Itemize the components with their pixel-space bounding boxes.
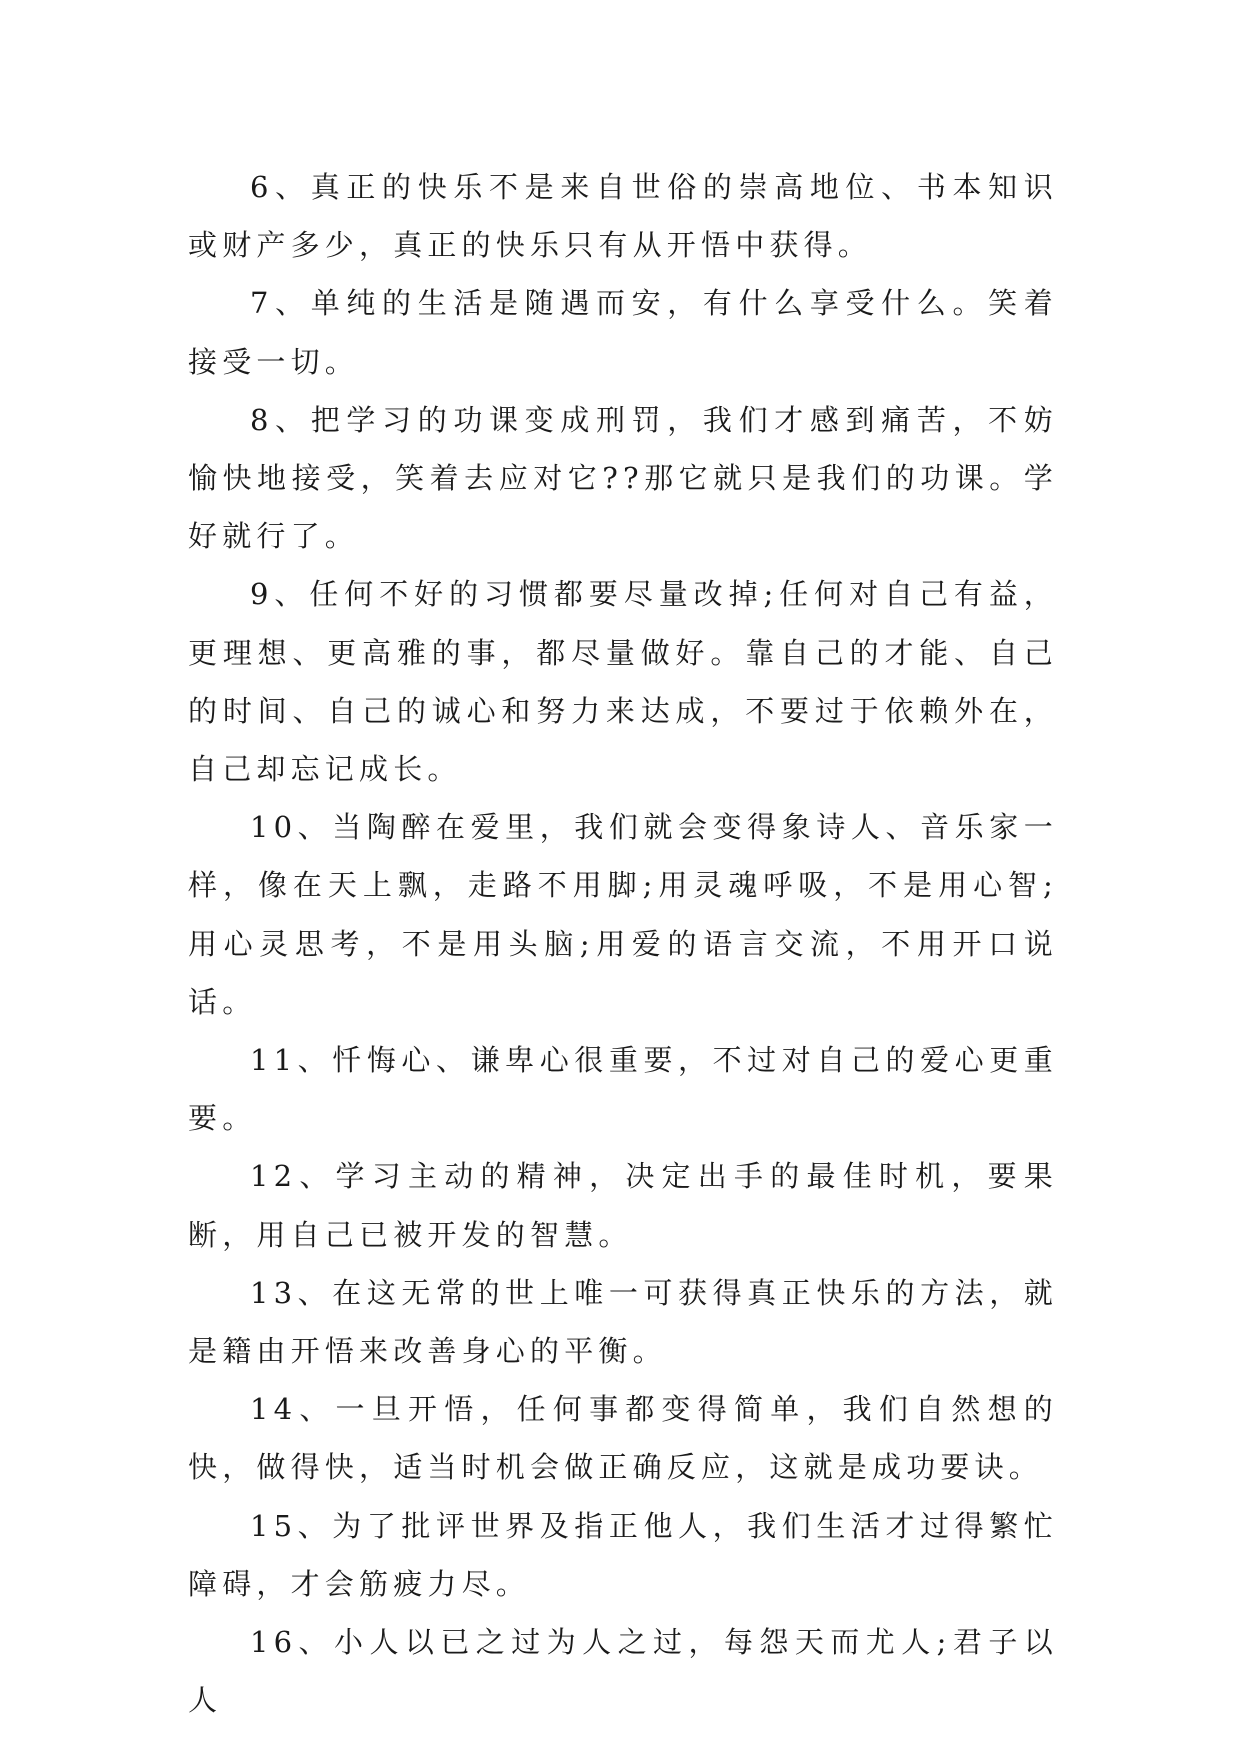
paragraph-9: 9、任何不好的习惯都要尽量改掉;任何对自己有益，更理想、更高雅的事，都尽量做好。靠自己的才能、自己的时间、自己的诚心和努力来达成，不要过于依赖外在，自己却忘记成长。 <box>188 577 1058 787</box>
document-body <box>188 158 1058 1729</box>
paragraph-16: 16、小人以已之过为人之过，每怨天而尤人;君子以人 <box>188 1625 1058 1718</box>
paragraph-13: 13、在这无常的世上唯一可获得真正快乐的方法，就是籍由开悟来改善身心的平衡。 <box>188 1275 1058 1369</box>
paragraph-6: 6、真正的快乐不是来自世俗的崇高地位、书本知识或财产多少，真正的快乐只有从开悟中获得。 <box>188 170 1058 263</box>
paragraph-14: 14、一旦开悟，任何事都变得简单，我们自然想的快，做得快，适当时机会做正确反应，这就是成功要诀。 <box>188 1392 1058 1485</box>
paragraph-10: 10、当陶醉在爱里，我们就会变得象诗人、音乐家一样，像在天上飘，走路不用脚;用灵魂呼吸，不是用心智;用心灵思考，不是用头脑;用爱的语言交流，不用开口说话。 <box>188 810 1058 1019</box>
paragraph-11: 11、忏悔心、谦卑心很重要，不过对自己的爱心更重要。 <box>188 1043 1058 1136</box>
paragraph-7: 7、单纯的生活是随遇而安，有什么享受什么。笑着接受一切。 <box>188 286 1058 379</box>
paragraph-8: 8、把学习的功课变成刑罚，我们才感到痛苦，不妨愉快地接受，笑着去应对它??那它就只是我们的功课。学好就行了。 <box>188 402 1058 554</box>
paragraph-12: 12、学习主动的精神，决定出手的最佳时机，要果断，用自己已被开发的智慧。 <box>188 1159 1058 1252</box>
paragraph-15: 15、为了批评世界及指正他人，我们生活才过得繁忙障碍，才会筋疲力尽。 <box>188 1508 1058 1601</box>
